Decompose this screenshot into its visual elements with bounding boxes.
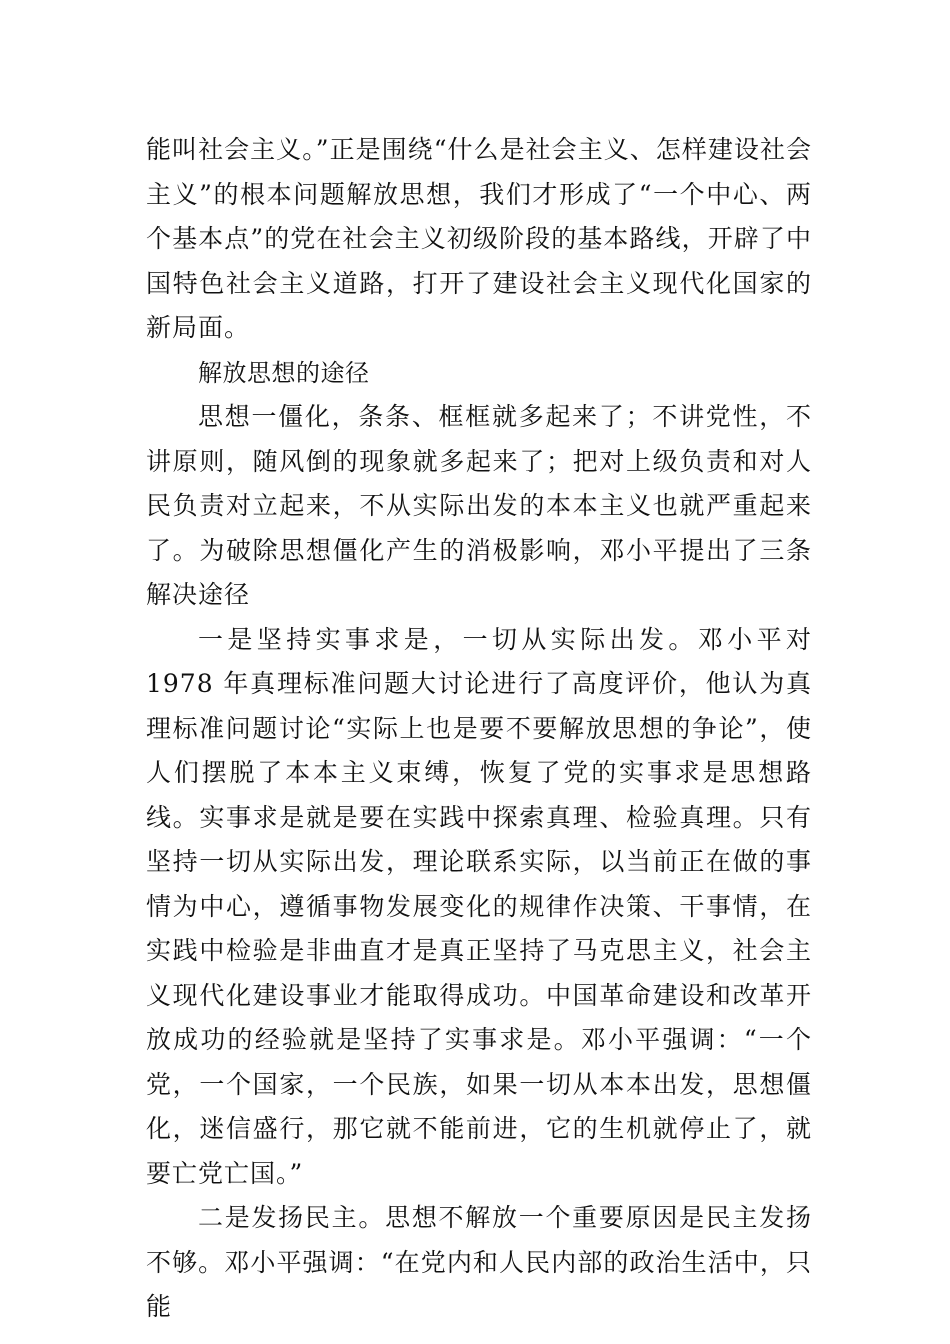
section-heading: 解放思想的途径 xyxy=(198,358,370,387)
paragraph-stiffening: 思想一僵化，条条、框框就多起来了；不讲党性，不讲原则，随风倒的现象就多起来了；把对上级负责和对人民负责对立起来，不从实际出发的本本主义也就严重起来了。为破除思想僵化产生的消极影响，邓小平提出了三条解决途径 xyxy=(146,402,812,609)
page-body xyxy=(146,128,812,1330)
paragraph-democracy: 二是发扬民主。思想不解放一个重要原因是民主发扬不够。邓小平强调：“在党内和人民内部的政治生活中，只能 xyxy=(146,1203,812,1321)
paragraph-seek-truth: 一是坚持实事求是，一切从实际出发。邓小平对 1978 年真理标准问题大讨论进行了高度评价，他认为真理标准问题讨论“实际上也是要不要解放思想的争论”，使人们摆脱了本本主义束缚，恢复了党的实事求是思想路线。实事求是就是要在实践中探索真理、检验真理。只有坚持一切从实际出发，理论联系实际，以当前正在做的事情为中心，遵循事物发展变化的规律作决策、干事情，在实践中检验是非曲直才是真正坚持了马克思主义，社会主义现代化建设事业才能取得成功。中国革命建设和改革开放成功的经验就是坚持了实事求是。邓小平强调：“一个党，一个国家，一个民族，如果一切从本本出发，思想僵化，迷信盛行，那它就不能前进，它的生机就停止了，就要亡党亡国。” xyxy=(146,624,812,1188)
paragraph-continuation: 能叫社会主义。”正是围绕“什么是社会主义、怎样建设社会主义”的根本问题解放思想，我们才形成了“一个中心、两个基本点”的党在社会主义初级阶段的基本路线，开辟了中国特色社会主义道路，打开了建设社会主义现代化国家的新局面。 xyxy=(146,135,812,342)
